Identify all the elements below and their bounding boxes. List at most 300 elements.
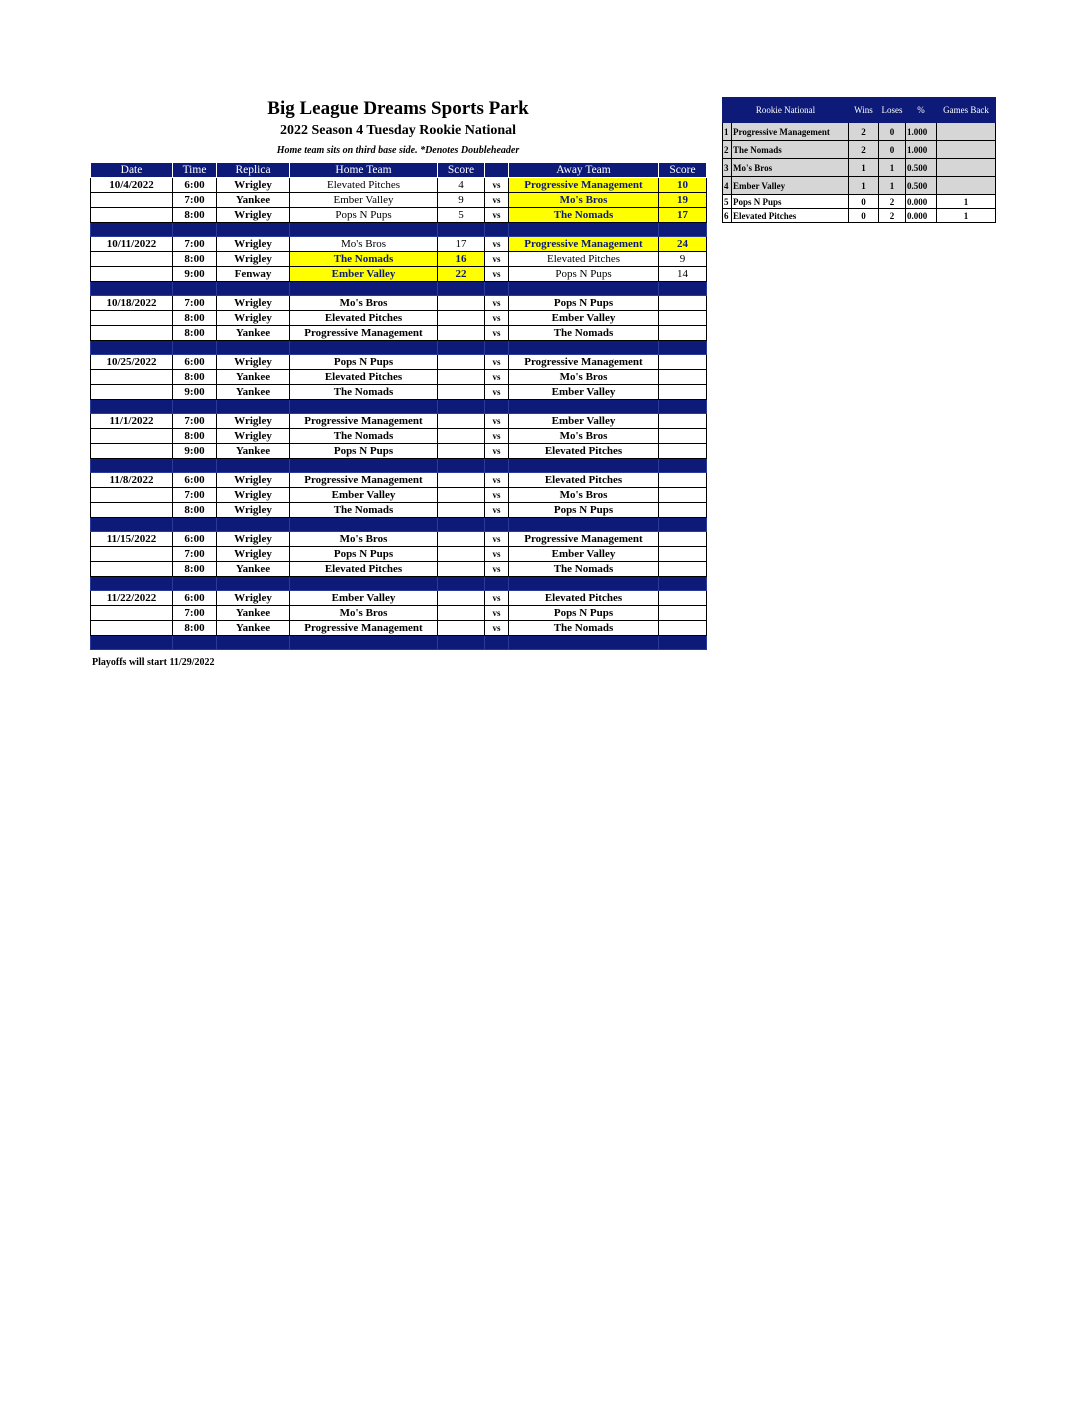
col-replica: Replica [217,163,290,178]
game-row [91,208,707,223]
separator-cell [290,400,438,414]
game-time: 9:00 [173,444,217,459]
separator-cell [509,518,659,532]
game-replica: Wrigley [217,208,290,223]
separator-cell [438,636,485,650]
away-score [659,429,707,444]
separator-cell [659,223,707,237]
home-score [438,606,485,621]
away-team: Progressive Management [509,355,659,370]
col-away-score: Score [659,163,707,178]
home-team: Elevated Pitches [290,562,438,577]
vs-label: vs [485,326,509,341]
game-replica: Wrigley [217,311,290,326]
game-replica: Wrigley [217,532,290,547]
game-date [91,385,173,400]
separator-cell [173,518,217,532]
standings-wins: 1 [849,177,879,195]
home-score: 16 [438,252,485,267]
game-row [91,252,707,267]
standings-games-back [937,177,996,195]
separator-cell [217,577,290,591]
vs-label: vs [485,267,509,282]
vs-label: vs [485,385,509,400]
game-row [91,532,707,547]
separator-cell [509,459,659,473]
home-score [438,488,485,503]
game-time: 9:00 [173,385,217,400]
home-score [438,591,485,606]
away-score [659,370,707,385]
away-score [659,621,707,636]
vs-label: vs [485,591,509,606]
vs-label: vs [485,503,509,518]
away-score [659,414,707,429]
home-score [438,444,485,459]
away-team: Pops N Pups [509,296,659,311]
game-time: 8:00 [173,208,217,223]
game-time: 6:00 [173,591,217,606]
away-score [659,488,707,503]
game-date: 10/18/2022 [91,296,173,311]
game-date [91,370,173,385]
home-team: Progressive Management [290,326,438,341]
game-row [91,326,707,341]
game-time: 8:00 [173,621,217,636]
away-team: Pops N Pups [509,503,659,518]
separator-cell [509,341,659,355]
game-row [91,591,707,606]
separator-cell [290,282,438,296]
standings-team: Elevated Pitches [732,209,849,223]
game-replica: Yankee [217,193,290,208]
home-score [438,296,485,311]
standings-col-loses: Loses [879,98,906,123]
standings-loses: 1 [879,159,906,177]
standings-wins: 1 [849,159,879,177]
home-team: Ember Valley [290,193,438,208]
col-date: Date [91,163,173,178]
game-time: 7:00 [173,193,217,208]
away-team: Mo's Bros [509,429,659,444]
separator-cell [91,400,173,414]
home-score [438,532,485,547]
game-time: 6:00 [173,178,217,193]
game-date [91,621,173,636]
separator-cell [438,282,485,296]
game-replica: Wrigley [217,296,290,311]
vs-label: vs [485,473,509,488]
vs-label: vs [485,444,509,459]
game-row [91,237,707,252]
game-replica: Wrigley [217,252,290,267]
separator-cell [485,636,509,650]
separator-cell [509,282,659,296]
standings-loses: 2 [879,209,906,223]
standings-table [722,97,996,223]
game-date: 10/25/2022 [91,355,173,370]
separator-cell [91,636,173,650]
game-replica: Yankee [217,562,290,577]
game-date: 10/4/2022 [91,178,173,193]
standings-loses: 2 [879,195,906,209]
vs-label: vs [485,488,509,503]
away-team: Progressive Management [509,532,659,547]
standings-rank: 5 [723,195,732,209]
standings-col-wins: Wins [849,98,879,123]
away-score: 14 [659,267,707,282]
game-replica: Wrigley [217,355,290,370]
separator-cell [217,282,290,296]
standings-team: Progressive Management [732,123,849,141]
away-team: Pops N Pups [509,267,659,282]
away-score [659,503,707,518]
game-date [91,252,173,267]
standings-col-pct: % [906,98,937,123]
standings-pct: 1.000 [906,123,937,141]
away-team: Elevated Pitches [509,591,659,606]
game-time: 7:00 [173,606,217,621]
separator-cell [217,636,290,650]
away-team: Progressive Management [509,178,659,193]
away-score [659,311,707,326]
standings-loses: 0 [879,123,906,141]
standings-games-back: 1 [937,195,996,209]
separator-cell [659,577,707,591]
game-time: 7:00 [173,237,217,252]
game-date [91,488,173,503]
game-row [91,385,707,400]
away-team: Elevated Pitches [509,252,659,267]
separator-cell [659,518,707,532]
home-score [438,326,485,341]
away-team: Progressive Management [509,237,659,252]
game-replica: Yankee [217,370,290,385]
week-separator [91,341,707,355]
away-team: Mo's Bros [509,193,659,208]
week-separator [91,400,707,414]
home-team: Mo's Bros [290,237,438,252]
game-row [91,606,707,621]
separator-cell [173,282,217,296]
standings-rank: 4 [723,177,732,195]
game-replica: Wrigley [217,547,290,562]
standings-pct: 0.500 [906,177,937,195]
home-team: Progressive Management [290,414,438,429]
away-team: Ember Valley [509,547,659,562]
home-score: 17 [438,237,485,252]
vs-label: vs [485,355,509,370]
separator-cell [438,341,485,355]
home-team: Mo's Bros [290,606,438,621]
standings-row [723,159,996,177]
game-date [91,208,173,223]
separator-cell [290,459,438,473]
game-time: 7:00 [173,547,217,562]
away-team: The Nomads [509,621,659,636]
game-time: 7:00 [173,414,217,429]
away-team: Ember Valley [509,385,659,400]
separator-cell [438,400,485,414]
separator-cell [217,223,290,237]
game-time: 7:00 [173,488,217,503]
away-team: Elevated Pitches [509,473,659,488]
home-team: Pops N Pups [290,208,438,223]
separator-cell [217,400,290,414]
away-score [659,385,707,400]
home-team: Ember Valley [290,267,438,282]
playoffs-note: Playoffs will start 11/29/2022 [92,657,215,668]
game-replica: Wrigley [217,488,290,503]
standings-pct: 0.000 [906,209,937,223]
week-separator [91,282,707,296]
away-score: 9 [659,252,707,267]
separator-cell [91,282,173,296]
separator-cell [438,518,485,532]
away-team: Mo's Bros [509,488,659,503]
game-date [91,444,173,459]
standings-team: Mo's Bros [732,159,849,177]
game-time: 8:00 [173,311,217,326]
separator-cell [485,518,509,532]
vs-label: vs [485,429,509,444]
game-replica: Yankee [217,621,290,636]
week-separator [91,577,707,591]
home-score [438,547,485,562]
separator-cell [659,282,707,296]
week-separator [91,459,707,473]
away-team: Mo's Bros [509,370,659,385]
game-row [91,414,707,429]
vs-label: vs [485,311,509,326]
week-separator [91,223,707,237]
home-team: Ember Valley [290,488,438,503]
vs-label: vs [485,237,509,252]
separator-cell [485,223,509,237]
game-row [91,621,707,636]
separator-cell [91,459,173,473]
game-date [91,606,173,621]
page-subtitle: 2022 Season 4 Tuesday Rookie National [279,123,517,138]
away-score: 24 [659,237,707,252]
game-row [91,473,707,488]
standings-loses: 1 [879,177,906,195]
home-team: Progressive Management [290,473,438,488]
home-score [438,429,485,444]
home-score [438,385,485,400]
game-replica: Yankee [217,606,290,621]
separator-cell [290,636,438,650]
home-score: 22 [438,267,485,282]
vs-label: vs [485,178,509,193]
home-team: Ember Valley [290,591,438,606]
home-team: Elevated Pitches [290,178,438,193]
standings-rank: 3 [723,159,732,177]
game-time: 8:00 [173,503,217,518]
game-row [91,193,707,208]
game-date [91,562,173,577]
game-time: 8:00 [173,370,217,385]
game-row [91,370,707,385]
home-score [438,355,485,370]
separator-cell [91,577,173,591]
separator-cell [173,341,217,355]
separator-cell [173,400,217,414]
standings-wins: 2 [849,141,879,159]
standings-team: The Nomads [732,141,849,159]
away-score [659,606,707,621]
vs-label: vs [485,621,509,636]
away-team: Ember Valley [509,311,659,326]
home-score: 5 [438,208,485,223]
game-replica: Yankee [217,444,290,459]
standings-header-row [723,98,996,123]
game-row [91,178,707,193]
separator-cell [485,282,509,296]
standings-row [723,177,996,195]
vs-label: vs [485,532,509,547]
game-replica: Wrigley [217,503,290,518]
home-team: Elevated Pitches [290,311,438,326]
game-date [91,326,173,341]
vs-label: vs [485,296,509,311]
home-team-note: Home team sits on third base side. *Denotes Doubleheader [276,145,520,156]
game-row [91,562,707,577]
away-score [659,562,707,577]
game-time: 8:00 [173,429,217,444]
vs-label: vs [485,606,509,621]
separator-cell [290,518,438,532]
separator-cell [659,459,707,473]
vs-label: vs [485,562,509,577]
game-time: 9:00 [173,267,217,282]
home-score [438,562,485,577]
away-team: The Nomads [509,562,659,577]
separator-cell [485,459,509,473]
separator-cell [290,341,438,355]
separator-cell [438,459,485,473]
standings-games-back [937,123,996,141]
vs-label: vs [485,252,509,267]
home-team: Elevated Pitches [290,370,438,385]
game-time: 8:00 [173,252,217,267]
standings-loses: 0 [879,141,906,159]
game-replica: Fenway [217,267,290,282]
game-time: 7:00 [173,296,217,311]
home-score [438,311,485,326]
game-time: 8:00 [173,326,217,341]
week-separator [91,518,707,532]
home-team: Pops N Pups [290,355,438,370]
standings-team: Ember Valley [732,177,849,195]
game-date: 11/22/2022 [91,591,173,606]
separator-cell [217,459,290,473]
standings-row [723,141,996,159]
home-score [438,370,485,385]
vs-label: vs [485,208,509,223]
home-team: Progressive Management [290,621,438,636]
game-date [91,311,173,326]
away-score: 19 [659,193,707,208]
game-replica: Yankee [217,326,290,341]
game-date: 11/1/2022 [91,414,173,429]
game-row [91,488,707,503]
home-score [438,621,485,636]
standings-team: Pops N Pups [732,195,849,209]
separator-cell [173,577,217,591]
vs-label: vs [485,414,509,429]
away-team: Pops N Pups [509,606,659,621]
separator-cell [438,223,485,237]
home-score: 4 [438,178,485,193]
game-row [91,444,707,459]
game-date: 10/11/2022 [91,237,173,252]
game-replica: Wrigley [217,414,290,429]
away-team: The Nomads [509,208,659,223]
home-score [438,503,485,518]
game-time: 6:00 [173,473,217,488]
schedule-body [91,178,707,650]
away-score [659,591,707,606]
separator-cell [91,341,173,355]
standings-pct: 0.500 [906,159,937,177]
page-title: Big League Dreams Sports Park [267,98,529,119]
game-date [91,547,173,562]
game-date [91,429,173,444]
separator-cell [509,577,659,591]
game-row [91,267,707,282]
home-team: The Nomads [290,429,438,444]
game-date [91,193,173,208]
standings-rank: 6 [723,209,732,223]
standings-games-back [937,141,996,159]
game-replica: Wrigley [217,591,290,606]
standings-division-header: Rookie National [723,98,849,123]
vs-label: vs [485,370,509,385]
separator-cell [91,223,173,237]
separator-cell [659,400,707,414]
game-time: 6:00 [173,355,217,370]
standings-games-back [937,159,996,177]
standings-pct: 1.000 [906,141,937,159]
standings-games-back: 1 [937,209,996,223]
separator-cell [509,223,659,237]
game-date [91,267,173,282]
separator-cell [173,459,217,473]
separator-cell [485,341,509,355]
away-score [659,473,707,488]
standings-col-games-back: Games Back [937,98,996,123]
separator-cell [217,341,290,355]
separator-cell [91,518,173,532]
schedule-header-row [91,163,707,178]
away-score: 10 [659,178,707,193]
separator-cell [659,636,707,650]
away-score [659,355,707,370]
home-score [438,473,485,488]
away-team: Ember Valley [509,414,659,429]
away-score [659,532,707,547]
standings-row [723,195,996,209]
game-date: 11/8/2022 [91,473,173,488]
standings-wins: 2 [849,123,879,141]
col-home-score: Score [438,163,485,178]
home-team: The Nomads [290,503,438,518]
away-score [659,326,707,341]
separator-cell [217,518,290,532]
col-home-team: Home Team [290,163,438,178]
separator-cell [485,400,509,414]
